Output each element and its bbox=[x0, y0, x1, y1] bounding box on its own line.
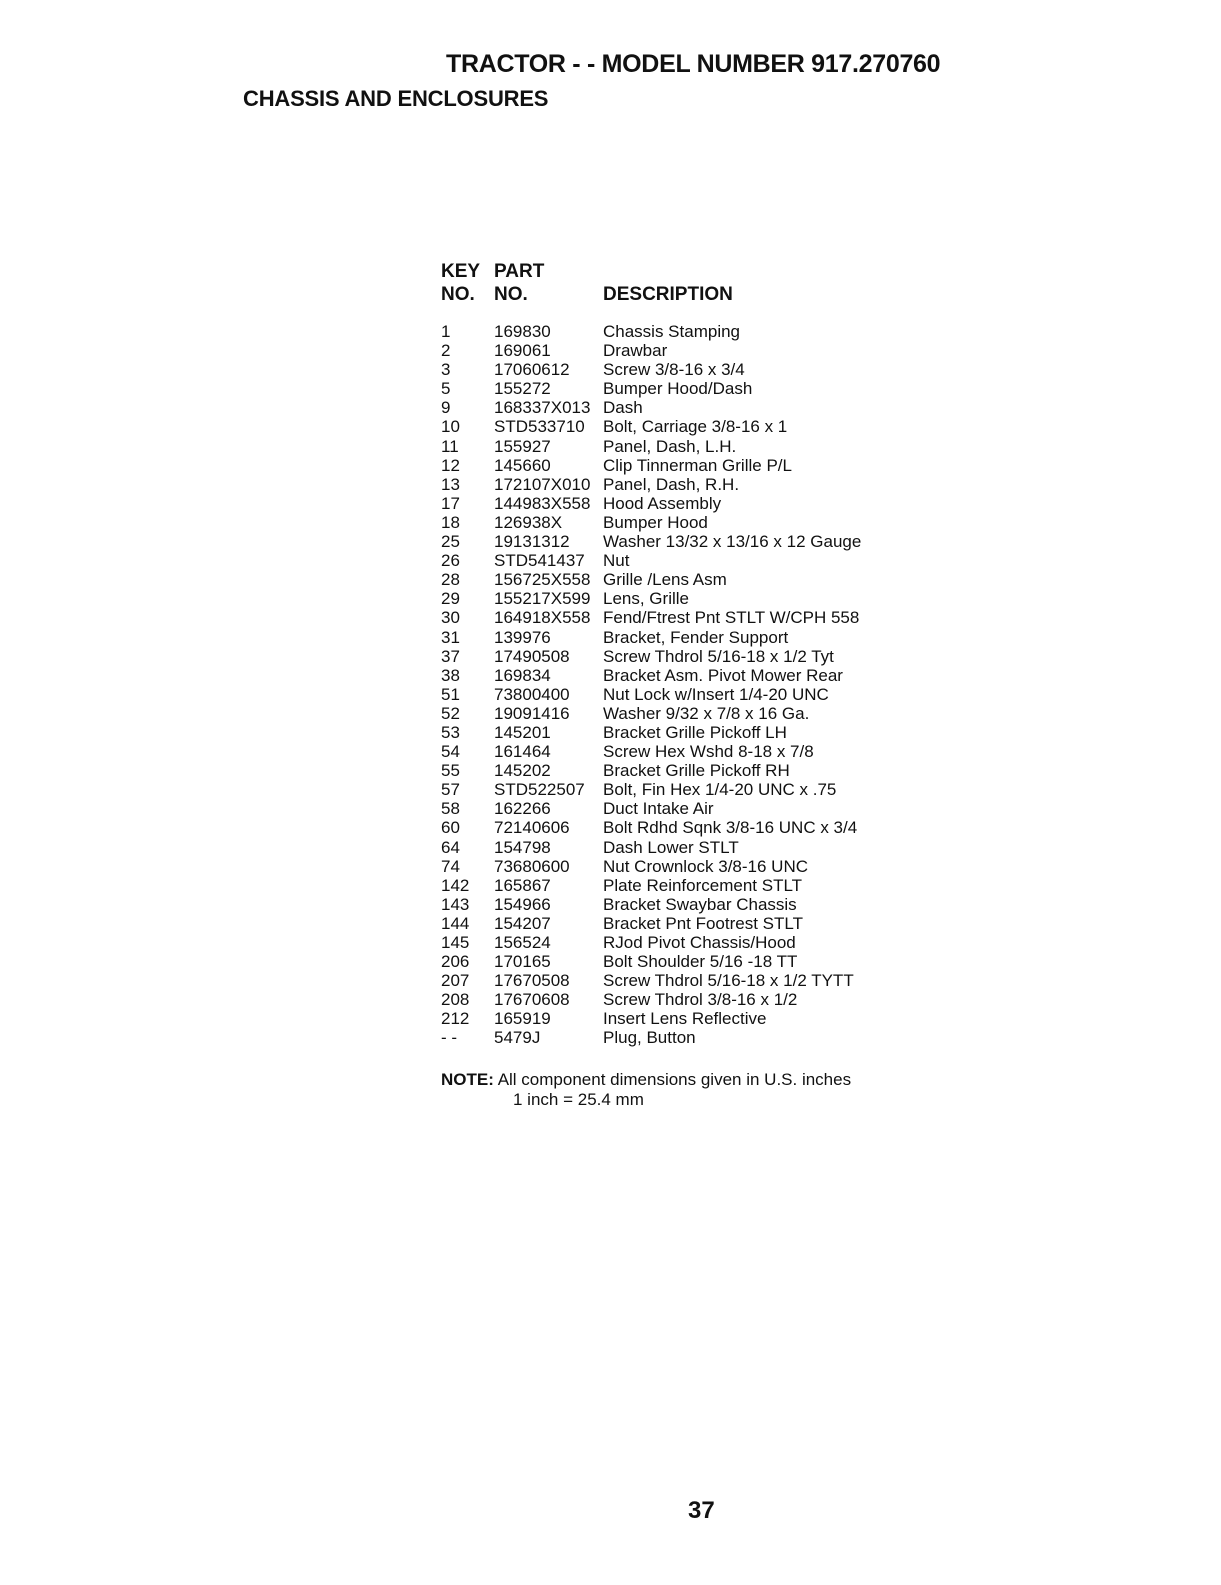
part-no: 154207 bbox=[494, 913, 551, 933]
key-no: 26 bbox=[441, 551, 460, 571]
part-no: 154798 bbox=[494, 837, 551, 857]
part-no: 169830 bbox=[494, 322, 551, 341]
key-no: 17 bbox=[441, 493, 460, 513]
key-no: 206 bbox=[441, 952, 470, 972]
key-no: 53 bbox=[441, 722, 460, 742]
part-description: Screw Thdrol 5/16-18 x 1/2 TYTT bbox=[603, 971, 854, 991]
part-no: 126938X bbox=[494, 512, 563, 532]
key-no: 144 bbox=[441, 913, 470, 933]
part-description: Fend/Ftrest Pnt STLT W/CPH 558 bbox=[603, 608, 860, 628]
key-no: 142 bbox=[441, 875, 470, 895]
parts-row bbox=[441, 1009, 901, 1028]
part-no: 144983X558 bbox=[494, 493, 591, 513]
part-description: Screw Thdrol 3/8-16 x 1/2 bbox=[603, 990, 798, 1010]
part-description: Nut Crownlock 3/8-16 UNC bbox=[603, 856, 809, 876]
part-description: Panel, Dash, R.H. bbox=[603, 474, 740, 494]
key-no: 38 bbox=[441, 665, 460, 685]
key-no: 1 bbox=[441, 322, 451, 341]
part-description: Nut Lock w/Insert 1/4-20 UNC bbox=[603, 684, 829, 704]
part-no: 165867 bbox=[494, 875, 551, 895]
part-header-line1: PART bbox=[494, 261, 545, 282]
part-no: 5479J bbox=[494, 1028, 541, 1048]
note-conversion: 1 inch = 25.4 mm bbox=[513, 1090, 644, 1109]
key-no: 52 bbox=[441, 703, 460, 723]
parts-row bbox=[441, 1028, 901, 1047]
parts-row bbox=[441, 341, 901, 360]
key-no: - - bbox=[441, 1028, 458, 1048]
key-no: 57 bbox=[441, 780, 460, 800]
part-description: Bracket Asm. Pivot Mower Rear bbox=[603, 665, 843, 685]
part-no: 156725X558 bbox=[494, 570, 591, 590]
part-no: 73800400 bbox=[494, 684, 570, 704]
key-header-line1: KEY bbox=[441, 261, 481, 282]
part-no: STD533710 bbox=[494, 417, 585, 437]
part-description: Clip Tinnerman Grille P/L bbox=[603, 455, 792, 475]
parts-row bbox=[441, 704, 901, 723]
parts-row bbox=[441, 685, 901, 704]
key-no: 58 bbox=[441, 799, 460, 819]
part-no: STD541437 bbox=[494, 551, 585, 571]
part-description: Bracket, Fender Support bbox=[603, 627, 789, 647]
part-description: Nut bbox=[603, 551, 630, 571]
parts-row bbox=[441, 723, 901, 742]
part-no: 155272 bbox=[494, 379, 551, 399]
part-no: 161464 bbox=[494, 742, 551, 762]
part-description: Bolt, Fin Hex 1/4-20 UNC x .75 bbox=[603, 780, 837, 800]
part-description: RJod Pivot Chassis/Hood bbox=[603, 933, 796, 952]
parts-row bbox=[441, 532, 901, 551]
part-description: Bracket Grille Pickoff RH bbox=[603, 761, 790, 781]
parts-row bbox=[441, 799, 901, 818]
part-no: 17670508 bbox=[494, 971, 570, 991]
part-no: STD522507 bbox=[494, 780, 585, 800]
key-no: 28 bbox=[441, 570, 460, 590]
key-no: 208 bbox=[441, 990, 470, 1010]
part-description: Bracket Grille Pickoff LH bbox=[603, 722, 787, 742]
parts-row bbox=[441, 742, 901, 761]
key-no: 64 bbox=[441, 837, 460, 857]
part-no: 172107X010 bbox=[494, 474, 591, 494]
parts-row bbox=[441, 456, 901, 475]
part-no: 155927 bbox=[494, 436, 551, 456]
key-no: 13 bbox=[441, 474, 460, 494]
parts-row bbox=[441, 608, 901, 627]
key-no: 54 bbox=[441, 742, 460, 762]
section-title: CHASSIS AND ENCLOSURES bbox=[243, 86, 549, 111]
parts-row bbox=[441, 551, 901, 570]
parts-row bbox=[441, 322, 901, 341]
part-no: 169061 bbox=[494, 341, 551, 361]
parts-row bbox=[441, 990, 901, 1009]
part-no: 162266 bbox=[494, 799, 551, 819]
parts-row bbox=[441, 914, 901, 933]
key-no: 18 bbox=[441, 512, 460, 532]
part-description: Dash Lower STLT bbox=[603, 837, 739, 857]
parts-row bbox=[441, 589, 901, 608]
key-no: 207 bbox=[441, 971, 470, 991]
key-no: 3 bbox=[441, 360, 451, 380]
parts-row bbox=[441, 475, 901, 494]
parts-row bbox=[441, 666, 901, 685]
part-no: 164918X558 bbox=[494, 608, 591, 628]
part-no: 73680600 bbox=[494, 856, 570, 876]
parts-row bbox=[441, 838, 901, 857]
parts-row bbox=[441, 360, 901, 379]
note-text: All component dimensions given in U.S. inches bbox=[497, 1070, 852, 1089]
key-no: 37 bbox=[441, 646, 460, 666]
part-description: Bracket Swaybar Chassis bbox=[603, 894, 797, 914]
parts-row bbox=[441, 876, 901, 895]
key-no: 2 bbox=[441, 341, 451, 361]
parts-row bbox=[441, 761, 901, 780]
part-no: 17490508 bbox=[494, 646, 570, 666]
parts-row bbox=[441, 647, 901, 666]
key-no: 74 bbox=[441, 856, 460, 876]
part-description: Drawbar bbox=[603, 341, 668, 361]
parts-row bbox=[441, 513, 901, 532]
parts-row bbox=[441, 417, 901, 436]
parts-list bbox=[441, 322, 901, 1048]
part-no: 139976 bbox=[494, 627, 551, 647]
part-description: Grille /Lens Asm bbox=[603, 570, 727, 590]
parts-row bbox=[441, 628, 901, 647]
parts-row bbox=[441, 780, 901, 799]
key-no: 30 bbox=[441, 608, 460, 628]
part-description: Insert Lens Reflective bbox=[603, 1009, 767, 1029]
key-no: 143 bbox=[441, 894, 470, 914]
parts-row bbox=[441, 818, 901, 837]
note-label: NOTE: bbox=[441, 1070, 494, 1089]
part-description: Bumper Hood/Dash bbox=[603, 379, 753, 399]
key-no: 5 bbox=[441, 379, 451, 399]
parts-row bbox=[441, 437, 901, 456]
part-no: 19131312 bbox=[494, 532, 570, 552]
parts-row bbox=[441, 895, 901, 914]
key-no: 145 bbox=[441, 933, 470, 952]
parts-row bbox=[441, 971, 901, 990]
part-header-line2: NO. bbox=[494, 284, 528, 305]
part-no: 17670608 bbox=[494, 990, 570, 1010]
part-description: Panel, Dash, L.H. bbox=[603, 436, 737, 456]
key-no: 10 bbox=[441, 417, 460, 437]
part-description: Plate Reinforcement STLT bbox=[603, 875, 803, 895]
part-description: Screw Hex Wshd 8-18 x 7/8 bbox=[603, 742, 814, 762]
key-no: 25 bbox=[441, 532, 460, 552]
parts-row bbox=[441, 379, 901, 398]
parts-row bbox=[441, 933, 901, 952]
part-description: Duct Intake Air bbox=[603, 799, 714, 819]
part-description: Dash bbox=[603, 398, 643, 418]
part-no: 165919 bbox=[494, 1009, 551, 1029]
parts-row bbox=[441, 857, 901, 876]
part-description: Screw 3/8-16 x 3/4 bbox=[603, 360, 745, 380]
key-no: 51 bbox=[441, 684, 460, 704]
part-description: Hood Assembly bbox=[603, 493, 722, 513]
part-description: Bolt Rdhd Sqnk 3/8-16 UNC x 3/4 bbox=[603, 818, 858, 838]
key-no: 29 bbox=[441, 589, 460, 609]
key-no: 12 bbox=[441, 455, 460, 475]
part-description: Bumper Hood bbox=[603, 512, 708, 532]
key-no: 60 bbox=[441, 818, 460, 838]
part-description: Bolt, Carriage 3/8-16 x 1 bbox=[603, 417, 788, 437]
part-description: Washer 9/32 x 7/8 x 16 Ga. bbox=[603, 703, 810, 723]
note bbox=[441, 1070, 851, 1090]
part-description: Screw Thdrol 5/16-18 x 1/2 Tyt bbox=[603, 646, 834, 666]
part-no: 19091416 bbox=[494, 703, 570, 723]
part-no: 145202 bbox=[494, 761, 551, 781]
key-header-line2: NO. bbox=[441, 284, 475, 305]
part-description: Bracket Pnt Footrest STLT bbox=[603, 913, 803, 933]
part-no: 145660 bbox=[494, 455, 551, 475]
part-description: Washer 13/32 x 13/16 x 12 Gauge bbox=[603, 532, 862, 552]
description-header: DESCRIPTION bbox=[603, 284, 733, 305]
part-no: 72140606 bbox=[494, 818, 570, 838]
part-no: 156524 bbox=[494, 933, 551, 952]
key-no: 9 bbox=[441, 398, 451, 418]
part-description: Lens, Grille bbox=[603, 589, 689, 609]
parts-row bbox=[441, 398, 901, 417]
key-no: 31 bbox=[441, 627, 460, 647]
key-no: 11 bbox=[441, 436, 459, 456]
part-description: Plug, Button bbox=[603, 1028, 696, 1048]
page-number: 37 bbox=[688, 1497, 715, 1524]
page-title: TRACTOR - - MODEL NUMBER 917.270760 bbox=[446, 50, 941, 78]
parts-row bbox=[441, 494, 901, 513]
key-no: 212 bbox=[441, 1009, 470, 1029]
parts-row bbox=[441, 570, 901, 589]
part-description: Bolt Shoulder 5/16 -18 TT bbox=[603, 952, 798, 972]
key-no: 55 bbox=[441, 761, 460, 781]
part-description: Chassis Stamping bbox=[603, 322, 741, 341]
part-no: 17060612 bbox=[494, 360, 570, 380]
part-no: 168337X013 bbox=[494, 398, 591, 418]
parts-row bbox=[441, 952, 901, 971]
part-no: 155217X599 bbox=[494, 589, 591, 609]
part-no: 154966 bbox=[494, 894, 551, 914]
part-no: 169834 bbox=[494, 665, 551, 685]
part-no: 145201 bbox=[494, 722, 551, 742]
part-no: 170165 bbox=[494, 952, 551, 972]
